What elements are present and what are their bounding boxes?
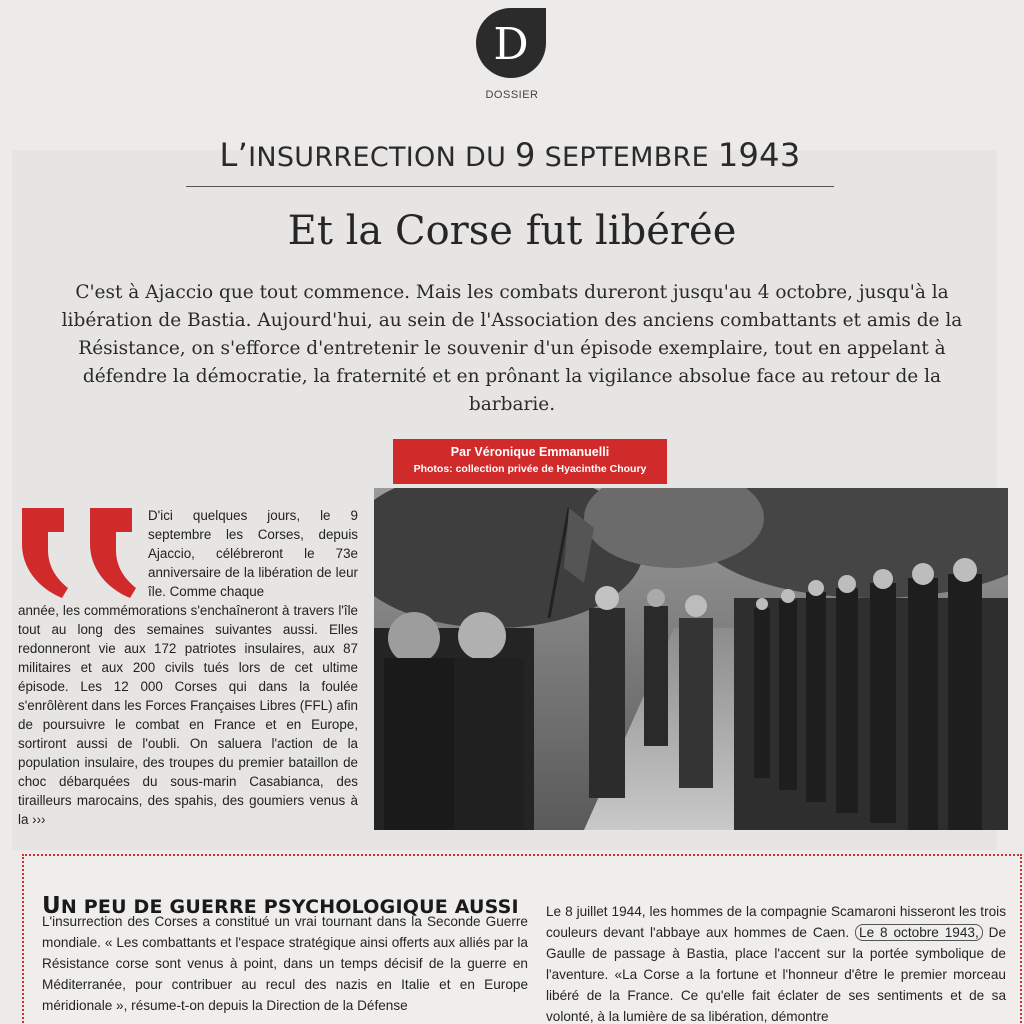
- quote-mark-icon: [86, 506, 136, 598]
- dossier-logo: [474, 6, 548, 80]
- historical-photo: [374, 488, 1008, 830]
- article-body-intro: D'ici quelques jours, le 9 septembre les Corses, depuis Ajaccio, célébreront le 73e anniversaire de la libération de leur île. Comme chaque: [148, 508, 358, 599]
- circled-date: Le 8 octobre 1943,: [855, 924, 983, 941]
- article-kicker: L’INSURRECTION DU 9 SEPTEMBRE 1943: [219, 136, 801, 174]
- article-lead: C'est à Ajaccio que tout commence. Mais les combats dureront jusqu'au 4 octobre, jusqu'à la libération de Bastia. Aujourd'hui, au sein de l'Association des anciens combattants et amis de la Résistance, on s'efforce d'entretenir le souvenir d'un épisode exemplaire, tout en appelant à défendre la démocratie, la fraternité et en prônant la vigilance absolue face au retour de la barbarie.: [61, 282, 963, 415]
- kicker-underline: [186, 186, 834, 187]
- byline-author: Par Véronique Emmanuelli: [450, 445, 610, 459]
- photo-credit: Photos: collection privée de Hyacinthe Choury: [413, 463, 647, 475]
- quote-mark-icon: [18, 506, 68, 598]
- byline-box: [393, 439, 667, 484]
- sidebar-right-text: Le 8 juillet 1944, les hommes de la compagnie Scamaroni hisseront les trois couleurs devant l'abbaye aux hommes de Caen. Le 8 octobre 1943, De Gaulle de passage à Bastia, place l'accent sur la portée symbolique de l'aventure. «La Corse a la fortune et l'honneur d'être le premier morceau libéré de la France. Ce qu'elle fait éclater de ses sentiments et de sa volonté, à la lumière de sa libération, démontre: [546, 904, 1007, 1024]
- article-body: année, les commémorations s'enchaîneront à travers l'île tout au long des semaines suivantes aussi. Elles redonneront vie aux 172 patriotes insulaires, aux 87 militaires et aux 200 civils tués lors de cet ultime épisode. Les 12 000 Corses qui dans la foulée s'enrôlèrent dans les Forces Françaises Libres (FFL) afin de poursuivre le combat en France et en Europe, sortiront aussi de l'oubli. On saluera l'action de la population insulaire, des troupes du premier bataillon de choc débarquées du sous-marin Casabianca, des tirailleurs marocains, des spahis, des goumiers venus à la ›››: [18, 603, 358, 827]
- svg-text:D: D: [493, 19, 529, 70]
- sidebar-left-text: L'insurrection des Corses a constitué un vrai tournant dans la Seconde Guerre mondiale. « Les combattants et l'espace stratégique ainsi offerts aux alliés par la Résistance corse sont venus à point, dans un temps décisif de la guerre en Méditerranée, pour contribuer au recul des nazis en Italie et en Europe méridionale », résume-t-on depuis la Direction de la Défense: [42, 914, 528, 1013]
- section-label: DOSSIER: [485, 89, 539, 101]
- article-headline: Et la Corse fut libérée: [287, 208, 737, 254]
- sidebar-title: UN PEU DE GUERRE PSYCHOLOGIQUE AUSSI: [42, 893, 519, 919]
